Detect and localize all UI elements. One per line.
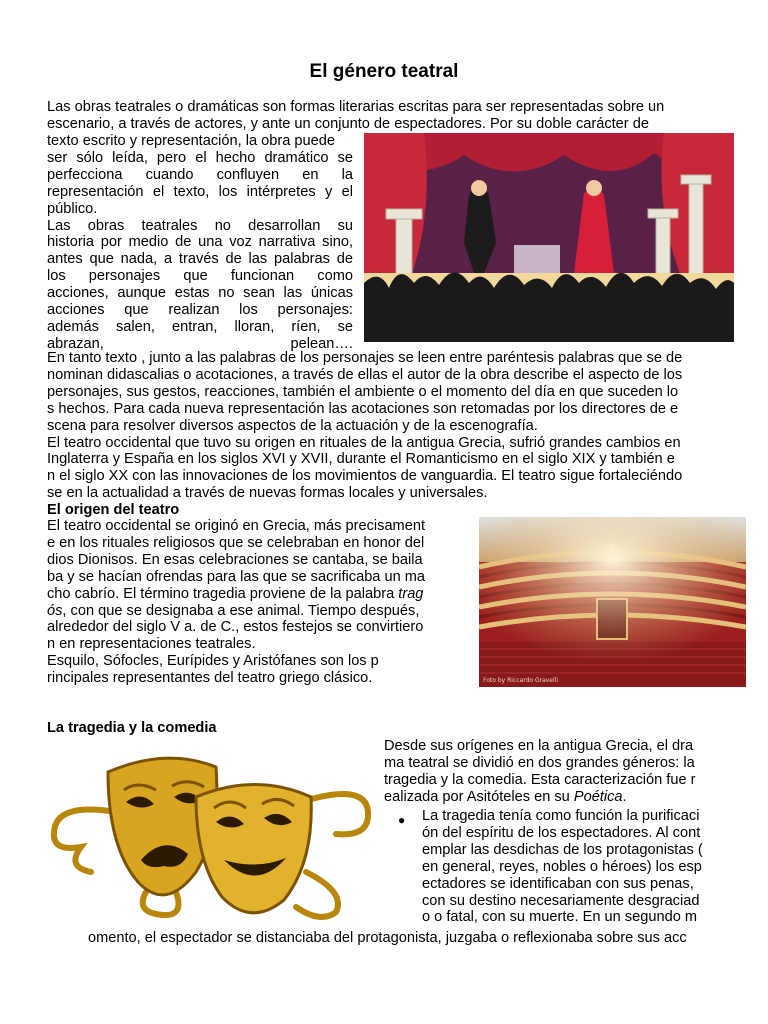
theater-interior-photo xyxy=(479,517,746,687)
theater-interior-image xyxy=(479,517,746,687)
text-line: El teatro occidental se originó en Grecia, más precisament xyxy=(47,518,425,534)
text-line: además salen, entran, lloran, ríen, se xyxy=(47,318,353,335)
text-line: en general, reyes, nobles o héroes) los esp xyxy=(422,858,702,875)
text-line: e en los rituales religiosos que se celebraban en honor del xyxy=(47,534,425,551)
text-line xyxy=(384,789,720,806)
origin-paragraph xyxy=(47,518,452,687)
italic-word: trag xyxy=(398,585,424,602)
text-line: ma teatral se dividió en dos grandes géneros: la xyxy=(384,754,695,771)
text-line: ectadores se identificaban con sus penas, xyxy=(422,875,694,892)
text-line: los personajes que funcionan como xyxy=(47,268,353,285)
text-line: n el siglo XX con las innovaciones de los movimientos de vanguardia. El teatro sigue fortaleciéndo xyxy=(47,468,683,485)
section-heading-tragedy: La tragedia y la comedia xyxy=(47,720,217,736)
text-fragment: . xyxy=(622,788,627,805)
text-line: escenario, a través de actores, y ante un conjunto de espectadores. Por su doble carácter de xyxy=(47,115,649,132)
text-line xyxy=(47,603,452,620)
text-line: rincipales representantes del teatro griego clásico. xyxy=(47,670,373,687)
text-line: antes que nada, a través de las palabras de xyxy=(47,251,353,268)
text-line: Las obras teatrales o dramáticas son formas literarias escritas para ser representadas sobre un xyxy=(47,99,665,115)
text-line: abrazan, pelean…. xyxy=(47,335,353,352)
text-line: texto escrito y representación, la obra puede xyxy=(47,133,335,149)
text-line: ba y se hacían ofrendas para las que se sacrificaba un ma xyxy=(47,568,426,585)
text-line: emplar las desdichas de los protagonistas ( xyxy=(422,841,703,858)
theater-masks-illustration xyxy=(46,742,376,927)
text-line: Inglaterra y España en los siglos XVI y XVII, durante el Romanticismo en el siglo XIX y también e xyxy=(47,451,675,468)
text-line: El teatro occidental que tuvo su origen en rituales de la antigua Grecia, sufrió grandes cambios en xyxy=(47,434,681,451)
page-title: El género teatral xyxy=(309,61,459,82)
text-line: personajes, sus gestos, reacciones, también el ambiente o el momento del día en que suceden lo xyxy=(47,383,679,400)
text-fragment: , con que se designaba a ese animal. Tiempo después, xyxy=(62,602,420,619)
text-line: En tanto texto , junto a las palabras de los personajes se leen entre paréntesis palabras que se de xyxy=(47,350,683,366)
text-line: tragedia y la comedia. Esta caracterización fue r xyxy=(384,771,696,788)
text-line: con su destino necesariamente desgraciad xyxy=(422,892,700,909)
section-heading-origin: El origen del teatro xyxy=(47,502,180,518)
intro-paragraph xyxy=(47,99,720,133)
text-line: scena para resolver diversos aspectos de la actuación y de la escenografía. xyxy=(47,417,538,434)
text-line: perfecciona cuando confluyen en la xyxy=(47,166,353,183)
text-line: s hechos. Para cada nueva representación las acotaciones son retomadas por los directores de e xyxy=(47,400,679,417)
text-line: Desde sus orígenes en la antigua Grecia, el dra xyxy=(384,738,694,754)
text-line: n en representaciones teatrales. xyxy=(47,636,256,653)
text-fragment: ealizada por Asitóteles en su xyxy=(384,788,574,805)
intro-left-column xyxy=(47,133,353,353)
text-line: público. xyxy=(47,200,98,217)
text-line: dios Dionisos. En esas celebraciones se cantaba, se baila xyxy=(47,551,423,568)
text-line: omento, el espectador se distanciaba del protagonista, juzgaba o reflexionaba sobre sus acc xyxy=(88,930,687,946)
text-line xyxy=(47,586,452,603)
stage-scene-image xyxy=(364,133,734,342)
text-line: Esquilo, Sófocles, Eurípides y Aristófanes son los p xyxy=(47,653,379,670)
text-fragment: cho cabrío. El término tragedia proviene de la palabra xyxy=(47,585,399,602)
text-line: ser sólo leída, pero el hecho dramático se xyxy=(47,149,353,166)
intro-continuation xyxy=(47,350,720,502)
text-line: historia por medio de una voz narrativa sino, xyxy=(47,234,353,251)
text-line: La tragedia tenía como función la purificaci xyxy=(422,808,700,824)
text-line: alrededor del siglo V a. de C., estos festejos se convirtiero xyxy=(47,619,424,636)
text-line: acciones que realizan los personajes: xyxy=(47,302,353,319)
text-line: acciones, aunque estas no sean las únicas xyxy=(47,285,353,302)
text-line: ón del espíritu de los espectadores. Al cont xyxy=(422,824,701,841)
photo-credit: Foto by Riccardo Gravelli xyxy=(483,677,558,684)
text-line: se en la actualidad a través de nuevas formas locales y universales. xyxy=(47,485,488,502)
text-line: o o fatal, con su muerte. En un segundo m xyxy=(422,909,698,926)
italic-word: Poética xyxy=(573,788,623,805)
bullet-dot: ● xyxy=(398,813,406,827)
bullet-list-item xyxy=(422,808,722,926)
text-line: representación el texto, los intérpretes y el xyxy=(47,183,353,200)
italic-word: ós xyxy=(47,602,63,619)
stage-illustration xyxy=(364,133,734,342)
text-line: Las obras teatrales no desarrollan su xyxy=(47,217,353,234)
text-line: nominan didascalias o acotaciones, a través de ellas el autor de la obra describe el aspecto de los xyxy=(47,366,683,383)
tragedy-intro-paragraph xyxy=(384,738,720,806)
comedy-tragedy-masks-icon xyxy=(46,742,376,927)
